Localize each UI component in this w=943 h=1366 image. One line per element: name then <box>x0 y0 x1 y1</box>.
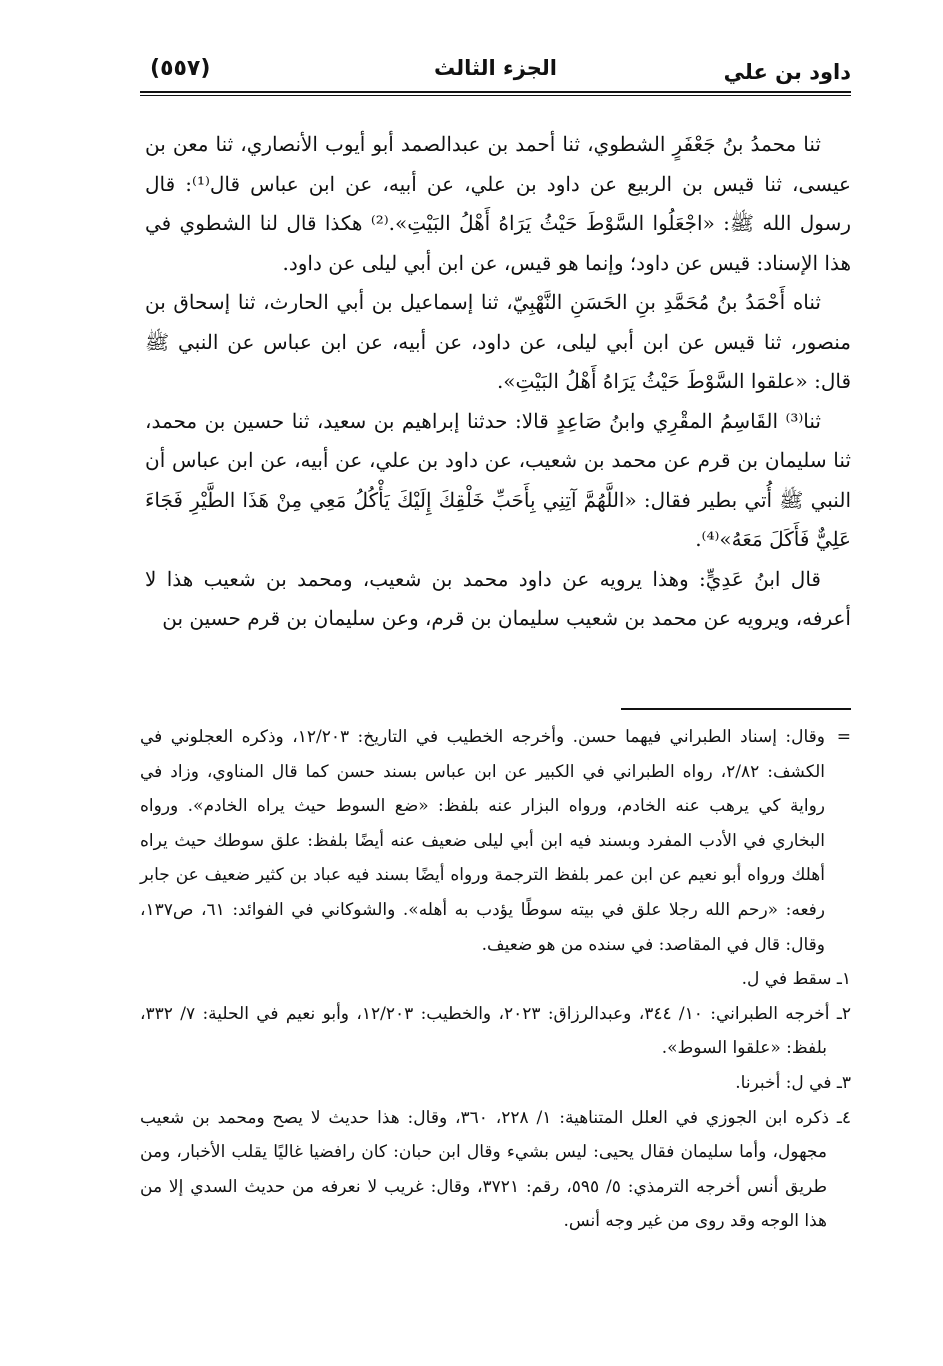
footnote-continuation <box>140 720 851 962</box>
footnote-1: ١ـ سقط في ل. <box>741 969 851 990</box>
paragraph: ثنا محمدُ بنُ جَعْفَرٍ الشطوي، ثنا أحمد بن عبدالصمد أبو أيوب الأنصاري، ثنا معن بن عيسى، ثنا قيس بن الربيع عن داود بن علي، عن أبيه، عن ابن عباس قال⁽¹⁾: قال رسول الله ﷺ: «اجْعَلُوا السَّوْطَ حَيْثُ يَرَاهُ أَهْلُ البَيْتِ».⁽²⁾ هكذا قال لنا الشطوي في هذا الإسناد: قيس عن داود؛ وإنما هو قيس، عن ابن أبي ليلى عن داود. <box>145 132 851 275</box>
running-header <box>140 52 851 90</box>
footnote-2: ٢ـ أخرجه الطبراني: ١٠/ ٣٤٤، وعبدالرزاق: ٢٠٢٣، والخطيب: ١٢/٢٠٣، وأبو نعيم في الحلية: ٧/ ٣٣٢، بلفظ: «علقوا السوط». <box>140 1003 851 1059</box>
continuation-marker: = <box>836 727 851 747</box>
footnote-3: ٣ـ في ل: أخبرنا. <box>735 1072 851 1093</box>
footnote-separator <box>621 708 851 710</box>
paragraph: قال ابنُ عَدِيٍّ: وهذا يرويه عن داود محمد بن شعيب، ومحمد بن شعيب هذا لا أعرفه، ويرويه عن محمد بن شعيب سليمان بن قرم، وعن سليمان بن قرم حسين بن <box>145 566 851 630</box>
paragraph: ثنا⁽³⁾ القَاسِمُ المقْرِي وابنُ صَاعِدٍ قالا: حدثنا إبراهيم بن سعيد، ثنا حسين بن محمد، ثنا سليمان بن قرم عن محمد بن شعيب، عن داود بن علي، عن أبيه، عن ابن عباس أن النبي ﷺ أُتي بطير فقال: «اللَّهُمَّ آتِنِي بِأَحَبِّ خَلْقِكَ إِلَيْكَ يَأْكُلُ مَعِي مِنْ هَذَا الطَّيْرِ فَجَاءَ عَلِيٌّ فَأَكَلَ مَعَهُ»⁽⁴⁾. <box>145 408 851 551</box>
footnote-4: ٤ـ ذكره ابن الجوزي في العلل المتناهية: ١/ ٢٢٨، ٣٦٠، وقال: هذا حديث لا يصح ومحمد بن شعيب مجهول، وأما سليمان فقال يحيى: ليس بشيء وقال ابن حبان: كان رافضيا غاليًا يقلب الأخبار، ومن طريق أنس أخرجه الترمذي: ٥/ ٥٩٥، رقم: ٣٧٢١، وقال: غريب لا نعرفه من حديث السدي إلا من هذا الوجه وقد روى من غير وجه أنس. <box>140 1107 852 1232</box>
footnotes <box>140 720 851 1239</box>
header-rule-thin <box>140 95 851 96</box>
page-number: (٥٥٧) <box>150 56 211 81</box>
footnote-continuation-text: وقال: إسناد الطبراني فيهما حسن. وأخرجه الخطيب في التاريخ: ١٢/٢٠٣، وذكره العجلوني في الكشف: ٢/٨٢، رواه الطبراني في الكبير عن ابن عباس بسند حسن كما قال المناوي، وزاد في رواية كي يرهب عنه الخادم، ورواه البزار عنه بلفظ: «ضع السوط حيث يراه الخادم». ورواه البخاري في الأدب المفرد وبسند فيه ابن أبي ليلى ضعيف عنه أيضًا بلفظ: علق سوطك حيث يراه أهلك ورواه أبو نعيم عن ابن عمر بلفظ الترجمة ورواه أيضًا بسند فيه عباد بن كثير ضعيف عن جابر رفعه: «رحم الله رجلا علق في بيته سوطًا يؤدب به أهله». والشوكاني في الفوائد: ٦١، ص١٣٧، وقال: قال في المقاصد: في سنده من هو ضعيف. <box>140 727 825 955</box>
entry-title: داود بن علي <box>723 60 851 84</box>
paragraph: ثناه أَحْمَدُ بنُ مُحَمَّدِ بنِ الحَسَنِ النَّهْبِيّ، ثنا إسماعيل بن أبي الحارث، ثنا إسحاق بن منصور، ثنا قيس عن ابن أبي ليلى، عن داود، عن أبيه، عن ابن عباس عن النبي ﷺ قال: «علقوا السَّوْطَ حَيْثُ يَرَاهُ أَهْلُ البَيْتِ». <box>145 290 851 393</box>
header-rule <box>140 91 851 93</box>
main-text <box>145 125 851 639</box>
volume-title: الجزء الثالث <box>434 56 557 80</box>
